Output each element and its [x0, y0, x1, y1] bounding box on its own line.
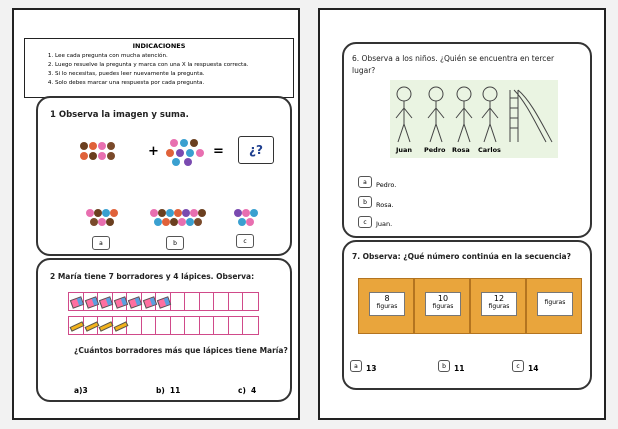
question-2-prompt: ¿Cuántos borradores más que lápices tiene María?: [74, 346, 288, 355]
option-letter: a): [74, 386, 83, 395]
pencil-icon: [84, 321, 99, 331]
option-value: 3: [82, 386, 88, 395]
eraser-icon: [70, 296, 84, 309]
crate-1: [358, 278, 414, 334]
instruction-item: 1. Lee cada pregunta con mucha atención.: [55, 52, 293, 61]
eraser-icon: [128, 296, 142, 309]
q6-option-c-box[interactable]: c: [358, 216, 372, 228]
instructions-title: INDICACIONES: [132, 42, 186, 50]
q6-option-b-label: Rosa.: [376, 201, 394, 209]
instructions-list: [25, 52, 293, 88]
q6-option-a-box[interactable]: a: [358, 176, 372, 188]
q2-option-a[interactable]: [74, 378, 88, 397]
question-2-title: 2 María tiene 7 borradores y 4 lápices. Observa:: [50, 272, 255, 281]
erasers-grid: [68, 292, 259, 311]
plus-sign: +: [148, 144, 159, 159]
question-6-title-1: 6. Observa a los niños. ¿Quién se encuentra en tercer: [352, 54, 555, 63]
question-2-card: [36, 258, 292, 402]
option-letter: b): [156, 386, 165, 395]
page-left: [12, 8, 300, 420]
option-b-marbles: [150, 208, 208, 228]
instructions-box: [24, 38, 294, 98]
child-name-juan: Juan: [396, 146, 413, 154]
option-a-marbles: [86, 208, 120, 228]
q2-option-b[interactable]: [156, 378, 180, 397]
pencil-icon: [99, 321, 114, 331]
crate-word: figuras: [376, 303, 398, 310]
children-image: [390, 80, 558, 158]
q7-option-a-box[interactable]: a: [350, 360, 362, 372]
q2-option-c[interactable]: [238, 378, 256, 397]
q6-option-b-box[interactable]: b: [358, 196, 372, 208]
q7-option-c-value: 14: [528, 364, 539, 373]
question-6-title-2: lugar?: [352, 66, 376, 75]
option-value: 4: [250, 386, 257, 395]
question-6-card: [342, 42, 592, 238]
eraser-icon: [84, 296, 98, 309]
q7-option-c-box[interactable]: c: [512, 360, 524, 372]
crate-2: [414, 278, 470, 334]
child-name-pedro: Pedro: [424, 146, 446, 154]
crate-number: 10: [437, 294, 449, 303]
crate-word: figuras: [432, 303, 454, 310]
eraser-icon: [157, 296, 171, 309]
marbles-group-right: [166, 138, 206, 168]
pencil-icon: [113, 321, 128, 331]
eraser-icon: [142, 296, 156, 309]
answer-box: ¿?: [238, 136, 274, 164]
instruction-item: 2. Luego resuelve la pregunta y marca con una X la respuesta correcta.: [55, 61, 293, 70]
page-right: [318, 8, 606, 420]
pencils-grid: [68, 316, 259, 335]
option-c-marbles: [234, 208, 262, 228]
crate-word: figuras: [544, 299, 566, 306]
q7-option-b-value: 11: [454, 364, 465, 373]
option-b-box[interactable]: b: [166, 236, 184, 250]
crate-word: figuras: [488, 303, 510, 310]
option-c-box[interactable]: c: [236, 234, 254, 248]
crate-number: 12: [493, 294, 505, 303]
instruction-item: 4. Solo debes marcar una respuesta por cada pregunta.: [55, 79, 293, 88]
q6-option-c-label: Juan.: [376, 220, 393, 228]
equals-sign: =: [213, 144, 224, 159]
option-value: 11: [169, 386, 181, 395]
marbles-group-left: [78, 140, 118, 166]
crate-4: [526, 278, 582, 334]
option-letter: c): [238, 386, 246, 395]
question-1-card: [36, 96, 292, 256]
crate-3: [470, 278, 526, 334]
instruction-item: 3. Si lo necesitas, puedes leer nuevamente la pregunta.: [55, 70, 293, 79]
option-a-box[interactable]: a: [92, 236, 110, 250]
eraser-icon: [113, 296, 127, 309]
question-7-title: 7. Observa: ¿Qué número continúa en la secuencia?: [352, 252, 571, 261]
q6-option-a-label: Pedro.: [376, 181, 397, 189]
eraser-icon: [99, 296, 113, 309]
q7-option-b-box[interactable]: b: [438, 360, 450, 372]
q7-option-a-value: 13: [366, 364, 377, 373]
question-1-title: 1 Observa la imagen y suma.: [50, 110, 189, 120]
pencil-icon: [70, 321, 85, 331]
child-name-rosa: Rosa: [452, 146, 470, 154]
crate-number: 8: [384, 294, 390, 303]
child-name-carlos: Carlos: [478, 146, 501, 154]
